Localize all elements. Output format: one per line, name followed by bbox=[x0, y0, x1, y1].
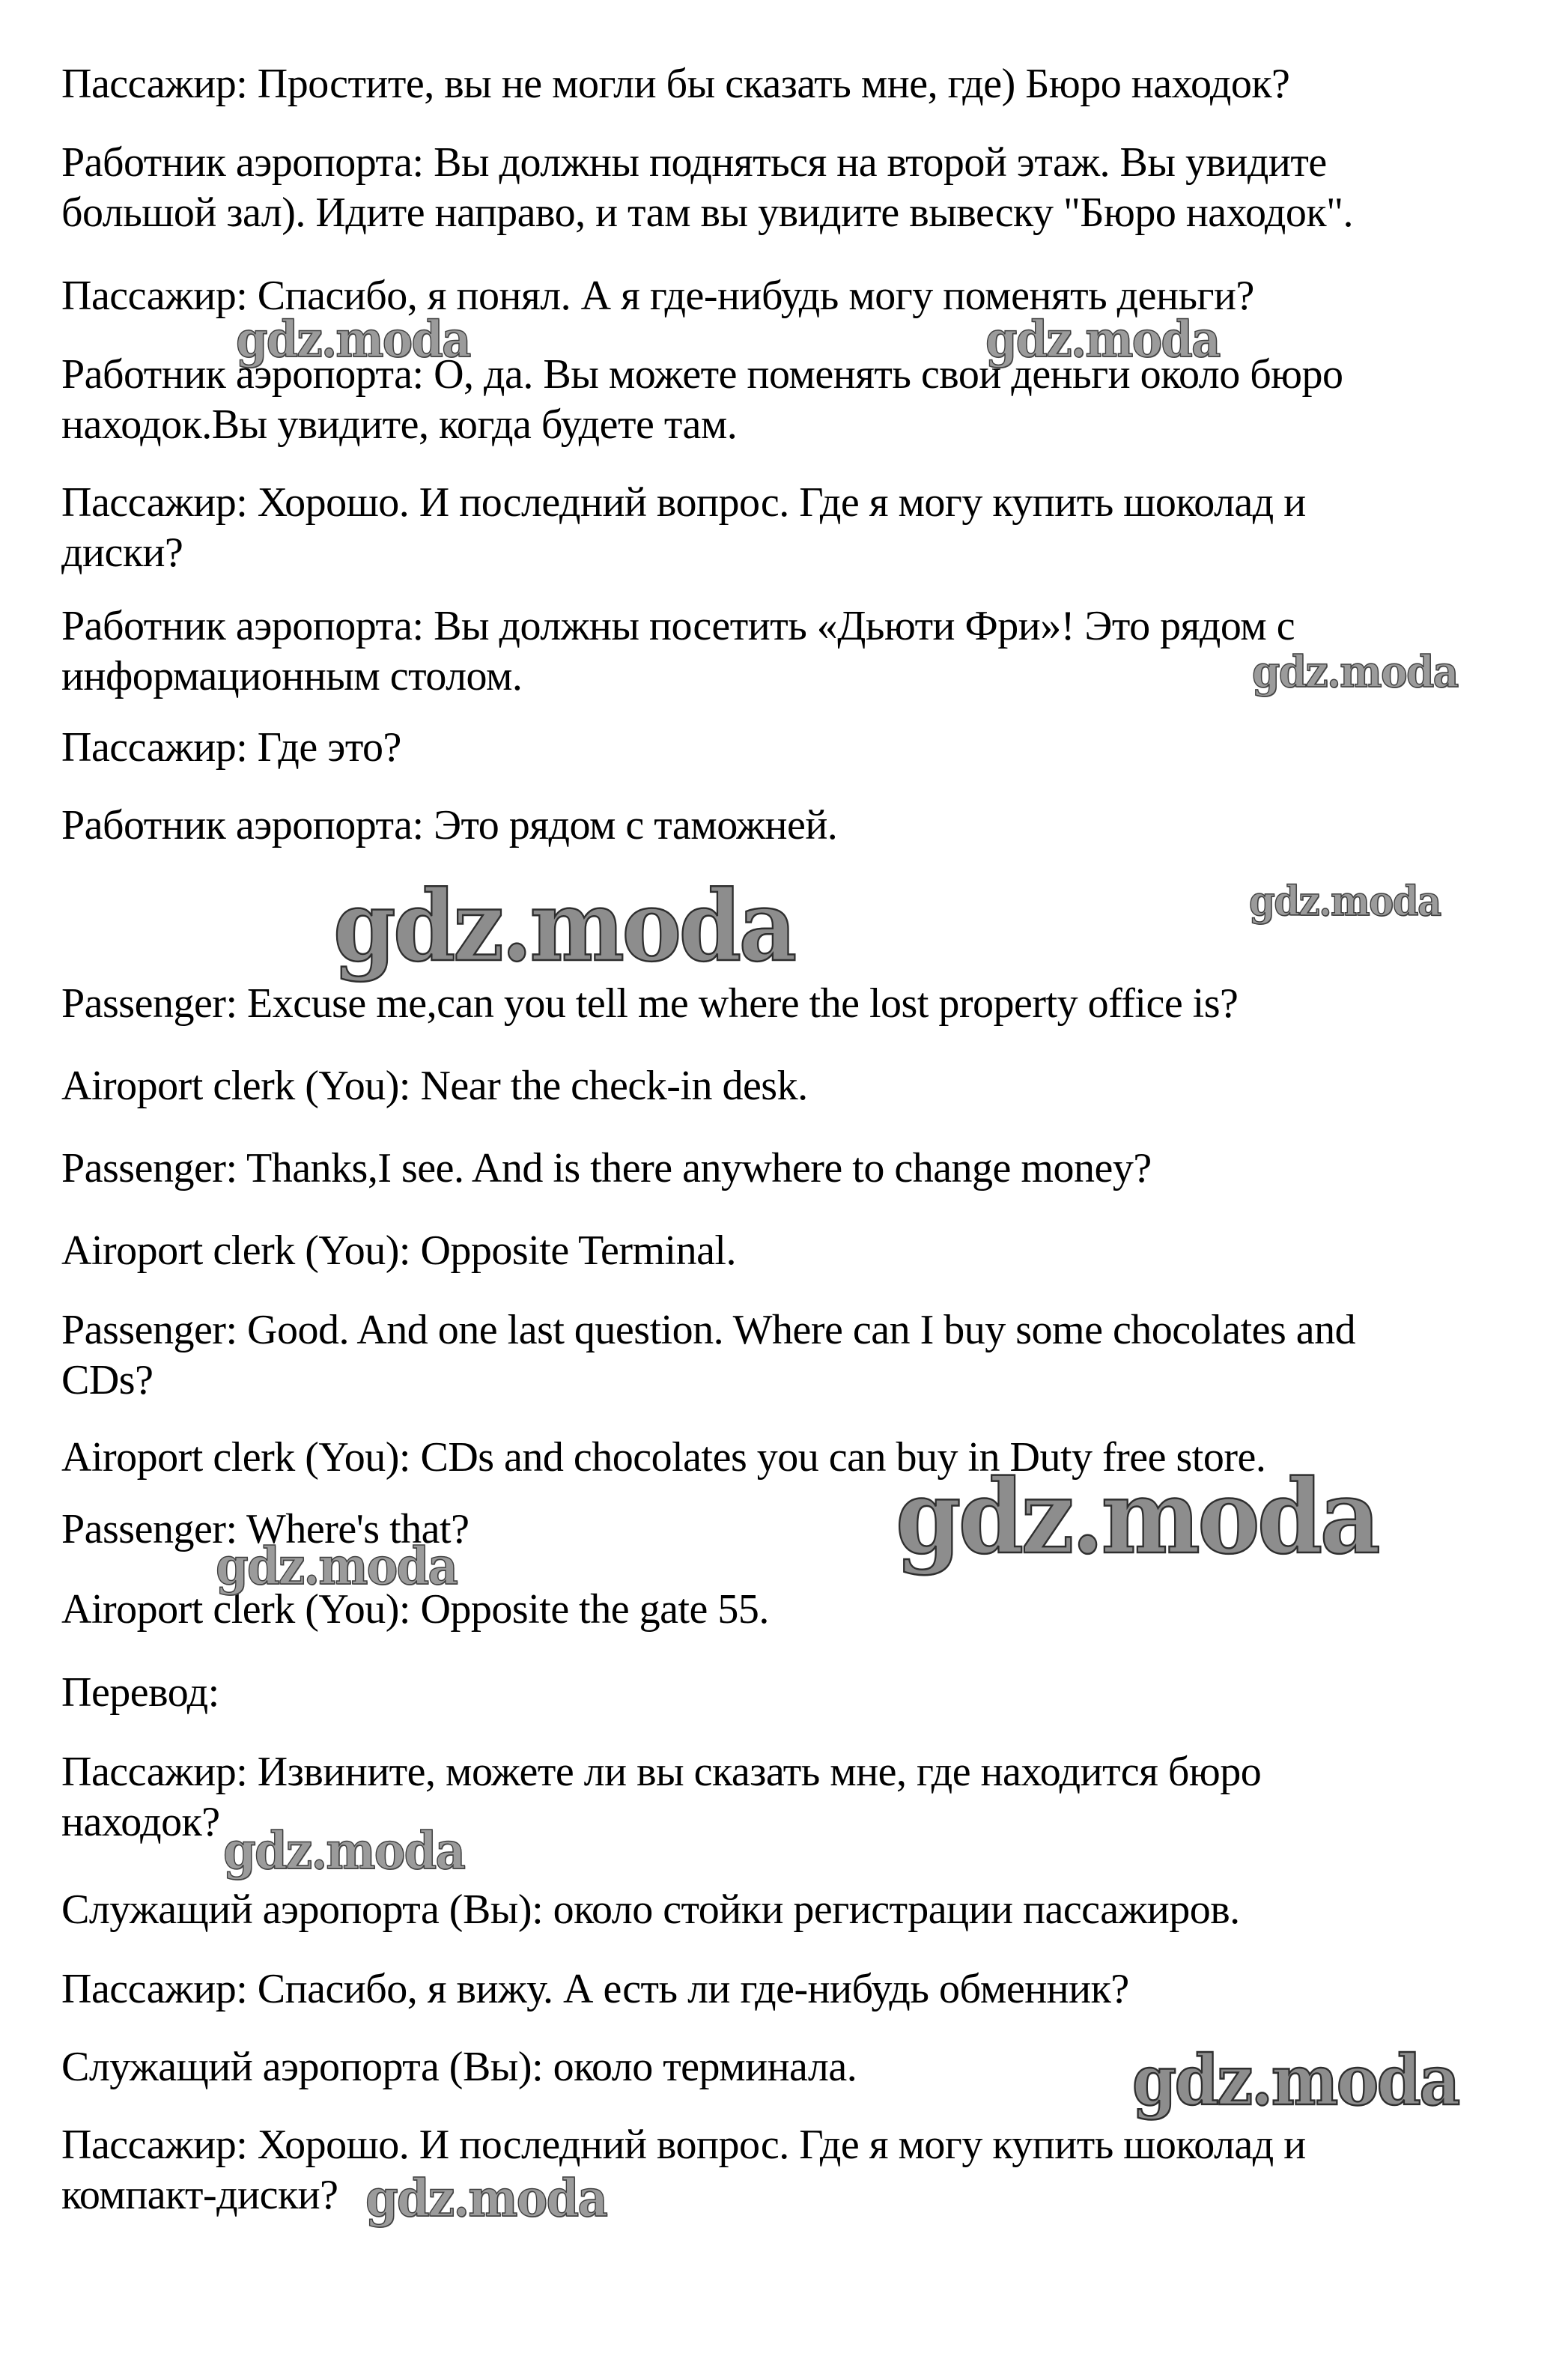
text-line: Airoport clerk (You): Opposite the gate 55. bbox=[61, 1586, 769, 1633]
paragraph-en-dialogue-4 bbox=[61, 1226, 1531, 1276]
paragraph-ru-dialogue-5 bbox=[61, 478, 1531, 578]
text-line: Служащий аэропорта (Вы): около терминала. bbox=[61, 2044, 857, 2090]
text-line: Airoport clerk (You): Opposite Terminal. bbox=[61, 1227, 736, 1274]
paragraph-ru-dialogue-1 bbox=[61, 59, 1531, 109]
watermark-gdz-moda: gdz.moda bbox=[985, 310, 1220, 368]
watermark-gdz-moda: gdz.moda bbox=[365, 2169, 607, 2229]
text-line: Пассажир: Где это? bbox=[61, 724, 401, 771]
paragraph-en-dialogue-1 bbox=[61, 979, 1531, 1029]
text-line: Passenger: Where's that? bbox=[61, 1506, 470, 1552]
watermark-gdz-moda: gdz.moda bbox=[216, 1537, 457, 1597]
watermark-gdz-moda: gdz.moda bbox=[1252, 646, 1458, 697]
text-line: Служащий аэропорта (Вы): около стойки регистрации пассажиров. bbox=[61, 1886, 1240, 1933]
translation-heading bbox=[61, 1668, 1531, 1718]
text-line: Passenger: Good. And one last question. Where can I buy some chocolates and bbox=[61, 1307, 1356, 1353]
text-line: находок? bbox=[61, 1799, 220, 1845]
paragraph-ru-dialogue-7 bbox=[61, 723, 1531, 773]
watermark-gdz-moda: gdz.moda bbox=[223, 1821, 464, 1881]
text-line: Passenger: Thanks,I see. And is there anywhere to change money? bbox=[61, 1145, 1152, 1191]
paragraph-en-dialogue-3 bbox=[61, 1144, 1531, 1194]
text-line: Passenger: Excuse me,can you tell me where the lost property office is? bbox=[61, 980, 1239, 1027]
paragraph-translation-2 bbox=[61, 1885, 1531, 1935]
text-line: Пассажир: Спасибо, я понял. А я где-нибудь могу поменять деньги? bbox=[61, 273, 1254, 319]
text-line: Airoport clerk (You): CDs and chocolates you can buy in Duty free store. bbox=[61, 1434, 1266, 1481]
text-line: Пассажир: Извините, можете ли вы сказать мне, где находится бюро bbox=[61, 1749, 1262, 1795]
text-line: Перевод: bbox=[61, 1669, 219, 1716]
text-line: Пассажир: Простите, вы не могли бы сказать мне, где) Бюро находок? bbox=[61, 61, 1290, 107]
text-line: Работник аэропорта: Это рядом с таможней. bbox=[61, 802, 838, 848]
text-line: диски? bbox=[61, 529, 183, 576]
watermark-gdz-moda: gdz.moda bbox=[1132, 2040, 1459, 2121]
text-line: Работник аэропорта: О, да. Вы можете поменять свои деньги около бюро bbox=[61, 351, 1343, 398]
paragraph-en-dialogue-2 bbox=[61, 1061, 1531, 1111]
text-line: Airoport clerk (You): Near the check-in desk. bbox=[61, 1063, 808, 1109]
text-line: находок.Вы увидите, когда будете там. bbox=[61, 401, 738, 448]
text-line: Пассажир: Хорошо. И последний вопрос. Где я могу купить шоколад и bbox=[61, 2122, 1306, 2168]
paragraph-ru-dialogue-8 bbox=[61, 801, 1531, 851]
text-line: CDs? bbox=[61, 1357, 154, 1403]
watermark-gdz-moda: gdz.moda bbox=[236, 310, 470, 368]
text-line: Пассажир: Спасибо, я вижу. А есть ли где-нибудь обменник? bbox=[61, 1966, 1129, 2012]
watermark-gdz-moda: gdz.moda bbox=[896, 1457, 1378, 1577]
text-line: компакт-диски? bbox=[61, 2172, 338, 2218]
paragraph-translation-3 bbox=[61, 1964, 1531, 2015]
watermark-gdz-moda: gdz.moda bbox=[1249, 877, 1441, 925]
text-line: Работник аэропорта: Вы должны посетить «Дьюти Фри»! Это рядом с bbox=[61, 603, 1295, 649]
paragraph-en-dialogue-5 bbox=[61, 1305, 1531, 1406]
text-line: информационным столом. bbox=[61, 653, 523, 699]
text-line: Пассажир: Хорошо. И последний вопрос. Где я могу купить шоколад и bbox=[61, 479, 1306, 526]
paragraph-ru-dialogue-2 bbox=[61, 138, 1531, 238]
text-line: большой зал). Идите направо, и там вы увидите вывеску "Бюро находок". bbox=[61, 189, 1353, 236]
watermark-gdz-moda: gdz.moda bbox=[333, 869, 794, 983]
paragraph-translation-5 bbox=[61, 2120, 1531, 2220]
text-line: Работник аэропорта: Вы должны подняться на второй этаж. Вы увидите bbox=[61, 139, 1327, 186]
